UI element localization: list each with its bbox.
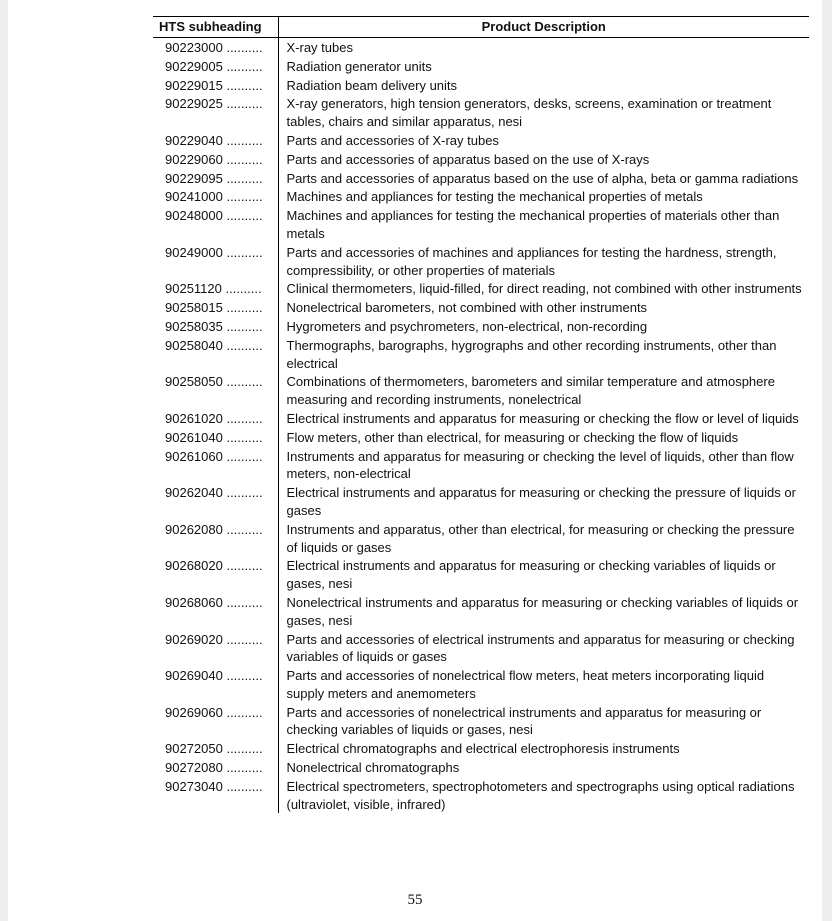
table-row: [153, 243, 809, 280]
page-number: 55: [407, 892, 423, 908]
table-row: [153, 279, 809, 298]
product-description-cell: Clinical thermometers, liquid-filled, for direct reading, not combined with other instruments: [286, 281, 802, 297]
product-description-cell: Electrical spectrometers, spectrophotometers and spectrographs using optical radiations (ultraviolet, visible, infrared): [286, 778, 795, 812]
hts-code-cell: 90269020 ..........: [153, 630, 278, 667]
hts-code-cell: 90262040 ..........: [153, 483, 278, 520]
hts-code-cell: 90223000 ..........: [153, 38, 278, 57]
table-row: [153, 739, 809, 758]
hts-code-cell: 90229015 ..........: [153, 76, 278, 95]
product-description-cell: X-ray tubes: [286, 40, 353, 55]
document-page: [8, 0, 822, 921]
hts-code-cell: 90229040 ..........: [153, 131, 278, 150]
product-description-cell: Machines and appliances for testing the mechanical properties of materials other than metals: [286, 208, 780, 241]
header-product-description: Product Description: [278, 17, 809, 38]
table-row: [153, 630, 809, 667]
product-description-cell: Instruments and apparatus, other than electrical, for measuring or checking the pressure of liquids or gases: [286, 521, 795, 555]
hts-code-cell: 90229005 ..........: [153, 57, 278, 76]
header-hts-subheading: HTS subheading: [153, 17, 278, 38]
hts-code-cell: 90229060 ..........: [153, 150, 278, 169]
product-description-cell: Electrical instruments and apparatus for measuring or checking the flow or level of liquids: [286, 410, 799, 426]
hts-code-cell: 90269060 ..........: [153, 703, 278, 740]
hts-code-cell: 90258015 ..........: [153, 298, 278, 317]
hts-code-cell: 90229025 ..........: [153, 94, 278, 131]
product-description-cell: Radiation generator units: [286, 58, 432, 74]
table-body: [153, 38, 809, 814]
product-description-cell: Electrical instruments and apparatus for measuring or checking variables of liquids or gases, nesi: [286, 558, 776, 592]
hts-code-cell: 90258050 ..........: [153, 372, 278, 409]
hts-code-cell: 90249000 ..........: [153, 243, 278, 280]
table-row: [153, 57, 809, 76]
table-header: [153, 17, 809, 38]
hts-code-cell: 90272050 ..........: [153, 739, 278, 758]
table-row: [153, 593, 809, 630]
product-description-cell: Parts and accessories of machines and appliances for testing the hardness, strength, compressibility, or other properties of materials: [286, 244, 777, 278]
hts-code-cell: 90241000 ..........: [153, 187, 278, 206]
hts-code-cell: 90261020 ..........: [153, 409, 278, 428]
table-row: [153, 409, 809, 428]
hts-code-cell: 90262080 ..........: [153, 520, 278, 557]
table-row: [153, 94, 809, 131]
hts-code-cell: 90261060 ..........: [153, 447, 278, 484]
hts-code-cell: 90269040 ..........: [153, 666, 278, 703]
table-row: [153, 520, 809, 557]
hts-code-cell: 90248000 ..........: [153, 206, 278, 243]
product-description-cell: Electrical chromatographs and electrical electrophoresis instruments: [286, 741, 680, 757]
table-row: [153, 131, 809, 150]
table-row: [153, 187, 809, 206]
table-row: [153, 372, 809, 409]
hts-code-cell: 90268020 ..........: [153, 556, 278, 593]
product-description-cell: Parts and accessories of apparatus based on the use of X-rays: [286, 151, 650, 167]
table-row: [153, 76, 809, 95]
table-row: [153, 150, 809, 169]
table-row: [153, 777, 809, 814]
hts-code-cell: 90229095 ..........: [153, 169, 278, 188]
product-description-cell: Parts and accessories of X-ray tubes: [286, 132, 499, 148]
hts-code-cell: 90272080 ..........: [153, 758, 278, 777]
product-description-cell: Machines and appliances for testing the mechanical properties of metals: [286, 189, 703, 205]
product-description-cell: Combinations of thermometers, barometers and similar temperature and atmosphere measuring and recording instruments, nonelectrical: [286, 374, 775, 408]
table-row: [153, 428, 809, 447]
product-description-cell: Nonelectrical instruments and apparatus for measuring or checking variables of liquids or gases, nesi: [286, 594, 799, 628]
hts-code-cell: 90268060 ..........: [153, 593, 278, 630]
table-row: [153, 447, 809, 484]
table-row: [153, 336, 809, 373]
product-description-cell: Hygrometers and psychrometers, non-electrical, non-recording: [286, 318, 648, 334]
table-row: [153, 169, 809, 188]
product-description-cell: Parts and accessories of apparatus based on the use of alpha, beta or gamma radiations: [286, 170, 799, 186]
hts-table: [153, 16, 809, 813]
hts-code-cell: 90258040 ..........: [153, 336, 278, 373]
hts-code-cell: 90251120 ..........: [153, 279, 278, 298]
table-row: [153, 666, 809, 703]
hts-code-cell: 90258035 ..........: [153, 317, 278, 336]
table-row: [153, 483, 809, 520]
table-row: [153, 703, 809, 740]
product-description-cell: Nonelectrical chromatographs: [286, 760, 460, 776]
hts-code-cell: 90273040 ..........: [153, 777, 278, 814]
product-description-cell: Parts and accessories of electrical instruments and apparatus for measuring or checking variables of liquids or gases: [286, 631, 795, 665]
table-row: [153, 206, 809, 243]
table-row: [153, 758, 809, 777]
product-description-cell: Thermographs, barographs, hygrographs and other recording instruments, other than electrical: [286, 337, 777, 371]
hts-code-cell: 90261040 ..........: [153, 428, 278, 447]
product-description-cell: Parts and accessories of nonelectrical flow meters, heat meters incorporating liquid supply meters and anemometers: [286, 668, 765, 701]
product-description-cell: Nonelectrical barometers, not combined with other instruments: [286, 300, 648, 316]
product-description-cell: X-ray generators, high tension generators, desks, screens, examination or treatment tables, chairs and similar apparatus, nesi: [286, 96, 772, 130]
table-row: [153, 317, 809, 336]
product-description-cell: Flow meters, other than electrical, for measuring or checking the flow of liquids: [286, 429, 739, 445]
product-description-cell: Parts and accessories of nonelectrical instruments and apparatus for measuring or checking variables of liquids or gases, nesi: [286, 704, 762, 738]
product-description-cell: Electrical instruments and apparatus for measuring or checking the pressure of liquids or gases: [286, 485, 796, 518]
table-row: [153, 556, 809, 593]
product-description-cell: Instruments and apparatus for measuring or checking the level of liquids, other than flow meters, non-electrical: [286, 448, 794, 482]
table-row: [153, 298, 809, 317]
product-description-cell: Radiation beam delivery units: [286, 77, 458, 93]
table-row: [153, 38, 809, 57]
